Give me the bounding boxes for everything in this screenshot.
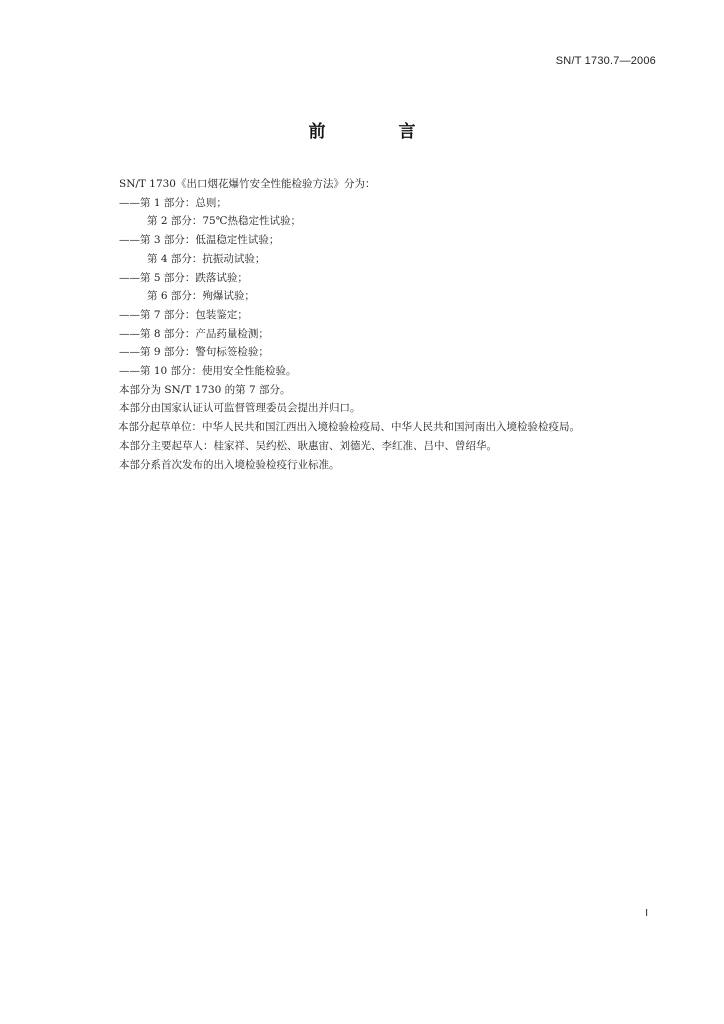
- page-title: 前 言: [308, 122, 444, 142]
- list-item: [95, 269, 665, 288]
- part-text: 第 1 部分：总则；: [140, 196, 227, 209]
- part-text: 第 10 部分：使用安全性能检验。: [140, 365, 297, 378]
- list-item: [95, 287, 665, 306]
- list-item: [95, 194, 665, 213]
- part-text: 第 7 部分：包装鉴定；: [140, 308, 248, 321]
- dash-prefix: ——: [119, 308, 140, 321]
- standard-code: SN/T 1730.7—2006: [555, 55, 656, 67]
- list-item: [95, 212, 665, 231]
- body-text: [95, 175, 665, 474]
- part-text: 第 8 部分：产品药量检测；: [140, 327, 269, 340]
- dash-prefix: ——: [119, 271, 140, 284]
- dash-prefix: ——: [119, 234, 140, 247]
- dash-prefix: ——: [119, 327, 140, 340]
- paragraph: 本部分为 SN/T 1730 的第 7 部分。: [119, 383, 291, 396]
- part-text: 第 4 部分：抗振动试验；: [147, 252, 266, 265]
- list-item: [95, 325, 665, 344]
- paragraph: 本部分主要起草人：桂家祥、吴约松、耿惠宙、刘德光、李红准、吕中、曾绍华。: [119, 439, 497, 452]
- page-number: I: [645, 908, 648, 919]
- dash-prefix: ——: [119, 196, 140, 209]
- intro-line: SN/T 1730《出口烟花爆竹安全性能检验方法》分为：: [119, 178, 376, 190]
- paragraph: 本部分系首次发布的出入境检验检疫行业标准。: [119, 458, 340, 471]
- part-text: 第 5 部分：跌落试验；: [140, 271, 248, 284]
- part-text: 第 9 部分：警句标签检验；: [140, 346, 269, 359]
- paragraph: 本部分由国家认证认可监督管理委员会提出并归口。: [119, 402, 361, 415]
- part-text: 第 2 部分：75℃热稳定性试验；: [147, 215, 301, 228]
- list-item: [95, 362, 665, 381]
- paragraph: 本部分起草单位：中华人民共和国江西出入境检验检疫局、中华人民共和国河南出入境检验检疫局。: [118, 421, 580, 434]
- list-item: [95, 343, 665, 362]
- part-text: 第 6 部分：殉爆试验；: [147, 290, 255, 303]
- part-text: 第 3 部分：低温稳定性试验；: [140, 234, 280, 247]
- list-item: [95, 306, 665, 325]
- list-item: [95, 250, 665, 269]
- dash-prefix: ——: [119, 365, 140, 378]
- dash-prefix: ——: [119, 346, 140, 359]
- list-item: [95, 231, 665, 250]
